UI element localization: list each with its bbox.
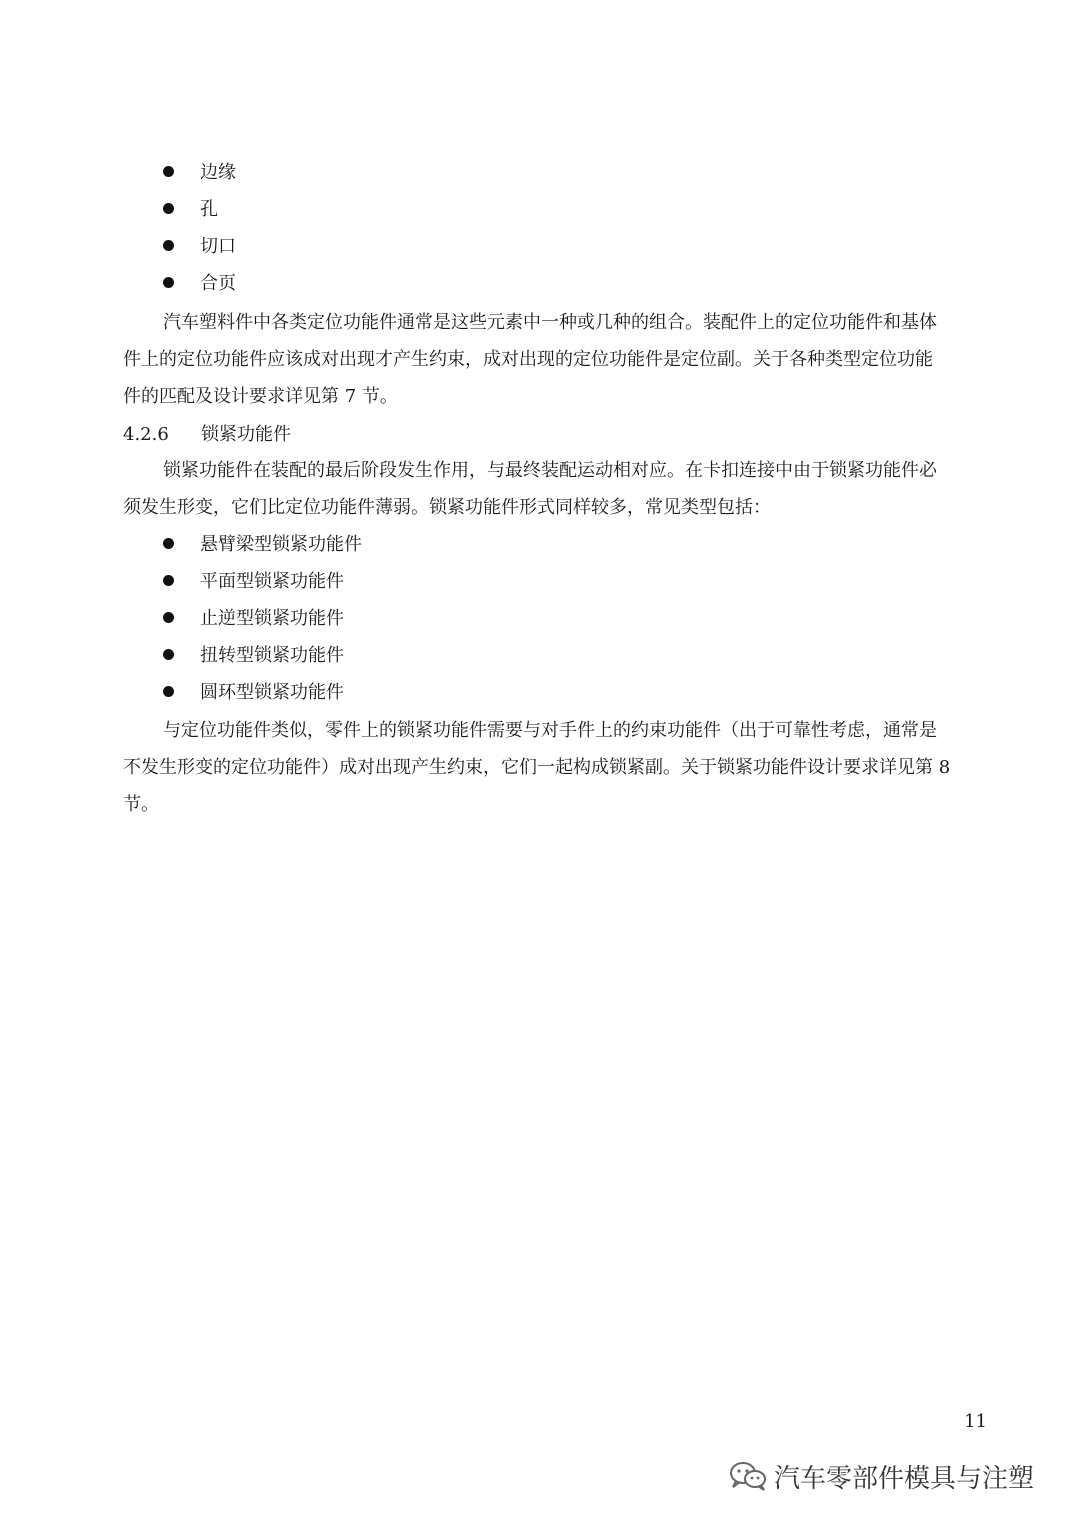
bullet-icon bbox=[163, 166, 174, 177]
bullet-icon bbox=[163, 612, 174, 623]
paragraph-line: 与定位功能件类似，零件上的锁紧功能件需要与对手件上的约束功能件（出于可靠性考虑，通常是 bbox=[163, 720, 937, 741]
section-heading bbox=[123, 416, 291, 453]
list-item-text: 边缘 bbox=[200, 162, 236, 183]
list-item bbox=[163, 637, 344, 674]
watermark bbox=[728, 1456, 1034, 1496]
list-item bbox=[163, 600, 344, 637]
list-item bbox=[163, 563, 344, 600]
list-item-text: 扭转型锁紧功能件 bbox=[200, 645, 344, 666]
paragraph-line: 节。 bbox=[123, 794, 159, 815]
bullet-icon bbox=[163, 575, 174, 586]
watermark-text: 汽车零部件模具与注塑 bbox=[774, 1463, 1035, 1494]
list-item-text: 平面型锁紧功能件 bbox=[200, 571, 344, 592]
page-number: 11 bbox=[964, 1411, 987, 1432]
section-title: 锁紧功能件 bbox=[201, 424, 291, 445]
bullet-icon bbox=[163, 649, 174, 660]
list-item bbox=[163, 191, 218, 228]
list-item-text: 切口 bbox=[200, 236, 236, 257]
bullet-icon bbox=[163, 203, 174, 214]
list-item-text: 合页 bbox=[200, 273, 236, 294]
list-item-text: 孔 bbox=[200, 199, 218, 220]
paragraph-line: 件上的定位功能件应该成对出现才产生约束，成对出现的定位功能件是定位副。关于各种类型定位功能 bbox=[123, 349, 933, 370]
bullet-icon bbox=[163, 538, 174, 549]
list-item bbox=[163, 228, 236, 265]
bullet-icon bbox=[163, 277, 174, 288]
paragraph-line: 锁紧功能件在装配的最后阶段发生作用，与最终装配运动相对应。在卡扣连接中由于锁紧功能件必 bbox=[163, 460, 937, 481]
list-item-text: 止逆型锁紧功能件 bbox=[200, 608, 344, 629]
list-item bbox=[163, 265, 236, 302]
list-item-text: 悬臂梁型锁紧功能件 bbox=[200, 534, 362, 555]
list-item bbox=[163, 154, 236, 191]
bullet-icon bbox=[163, 686, 174, 697]
wechat-icon bbox=[728, 1460, 768, 1492]
bullet-icon bbox=[163, 240, 174, 251]
paragraph-line: 件的匹配及设计要求详见第 7 节。 bbox=[123, 386, 398, 407]
paragraph-line: 不发生形变的定位功能件）成对出现产生约束，它们一起构成锁紧副。关于锁紧功能件设计要求详见第 8 bbox=[123, 757, 951, 778]
section-number: 4.2.6 bbox=[123, 424, 169, 445]
paragraph-line: 须发生形变，它们比定位功能件薄弱。锁紧功能件形式同样较多，常见类型包括： bbox=[123, 497, 771, 518]
list-item bbox=[163, 526, 362, 563]
list-item bbox=[163, 674, 344, 711]
list-item-text: 圆环型锁紧功能件 bbox=[200, 682, 344, 703]
paragraph-line: 汽车塑料件中各类定位功能件通常是这些元素中一种或几种的组合。装配件上的定位功能件和基体 bbox=[163, 312, 937, 333]
